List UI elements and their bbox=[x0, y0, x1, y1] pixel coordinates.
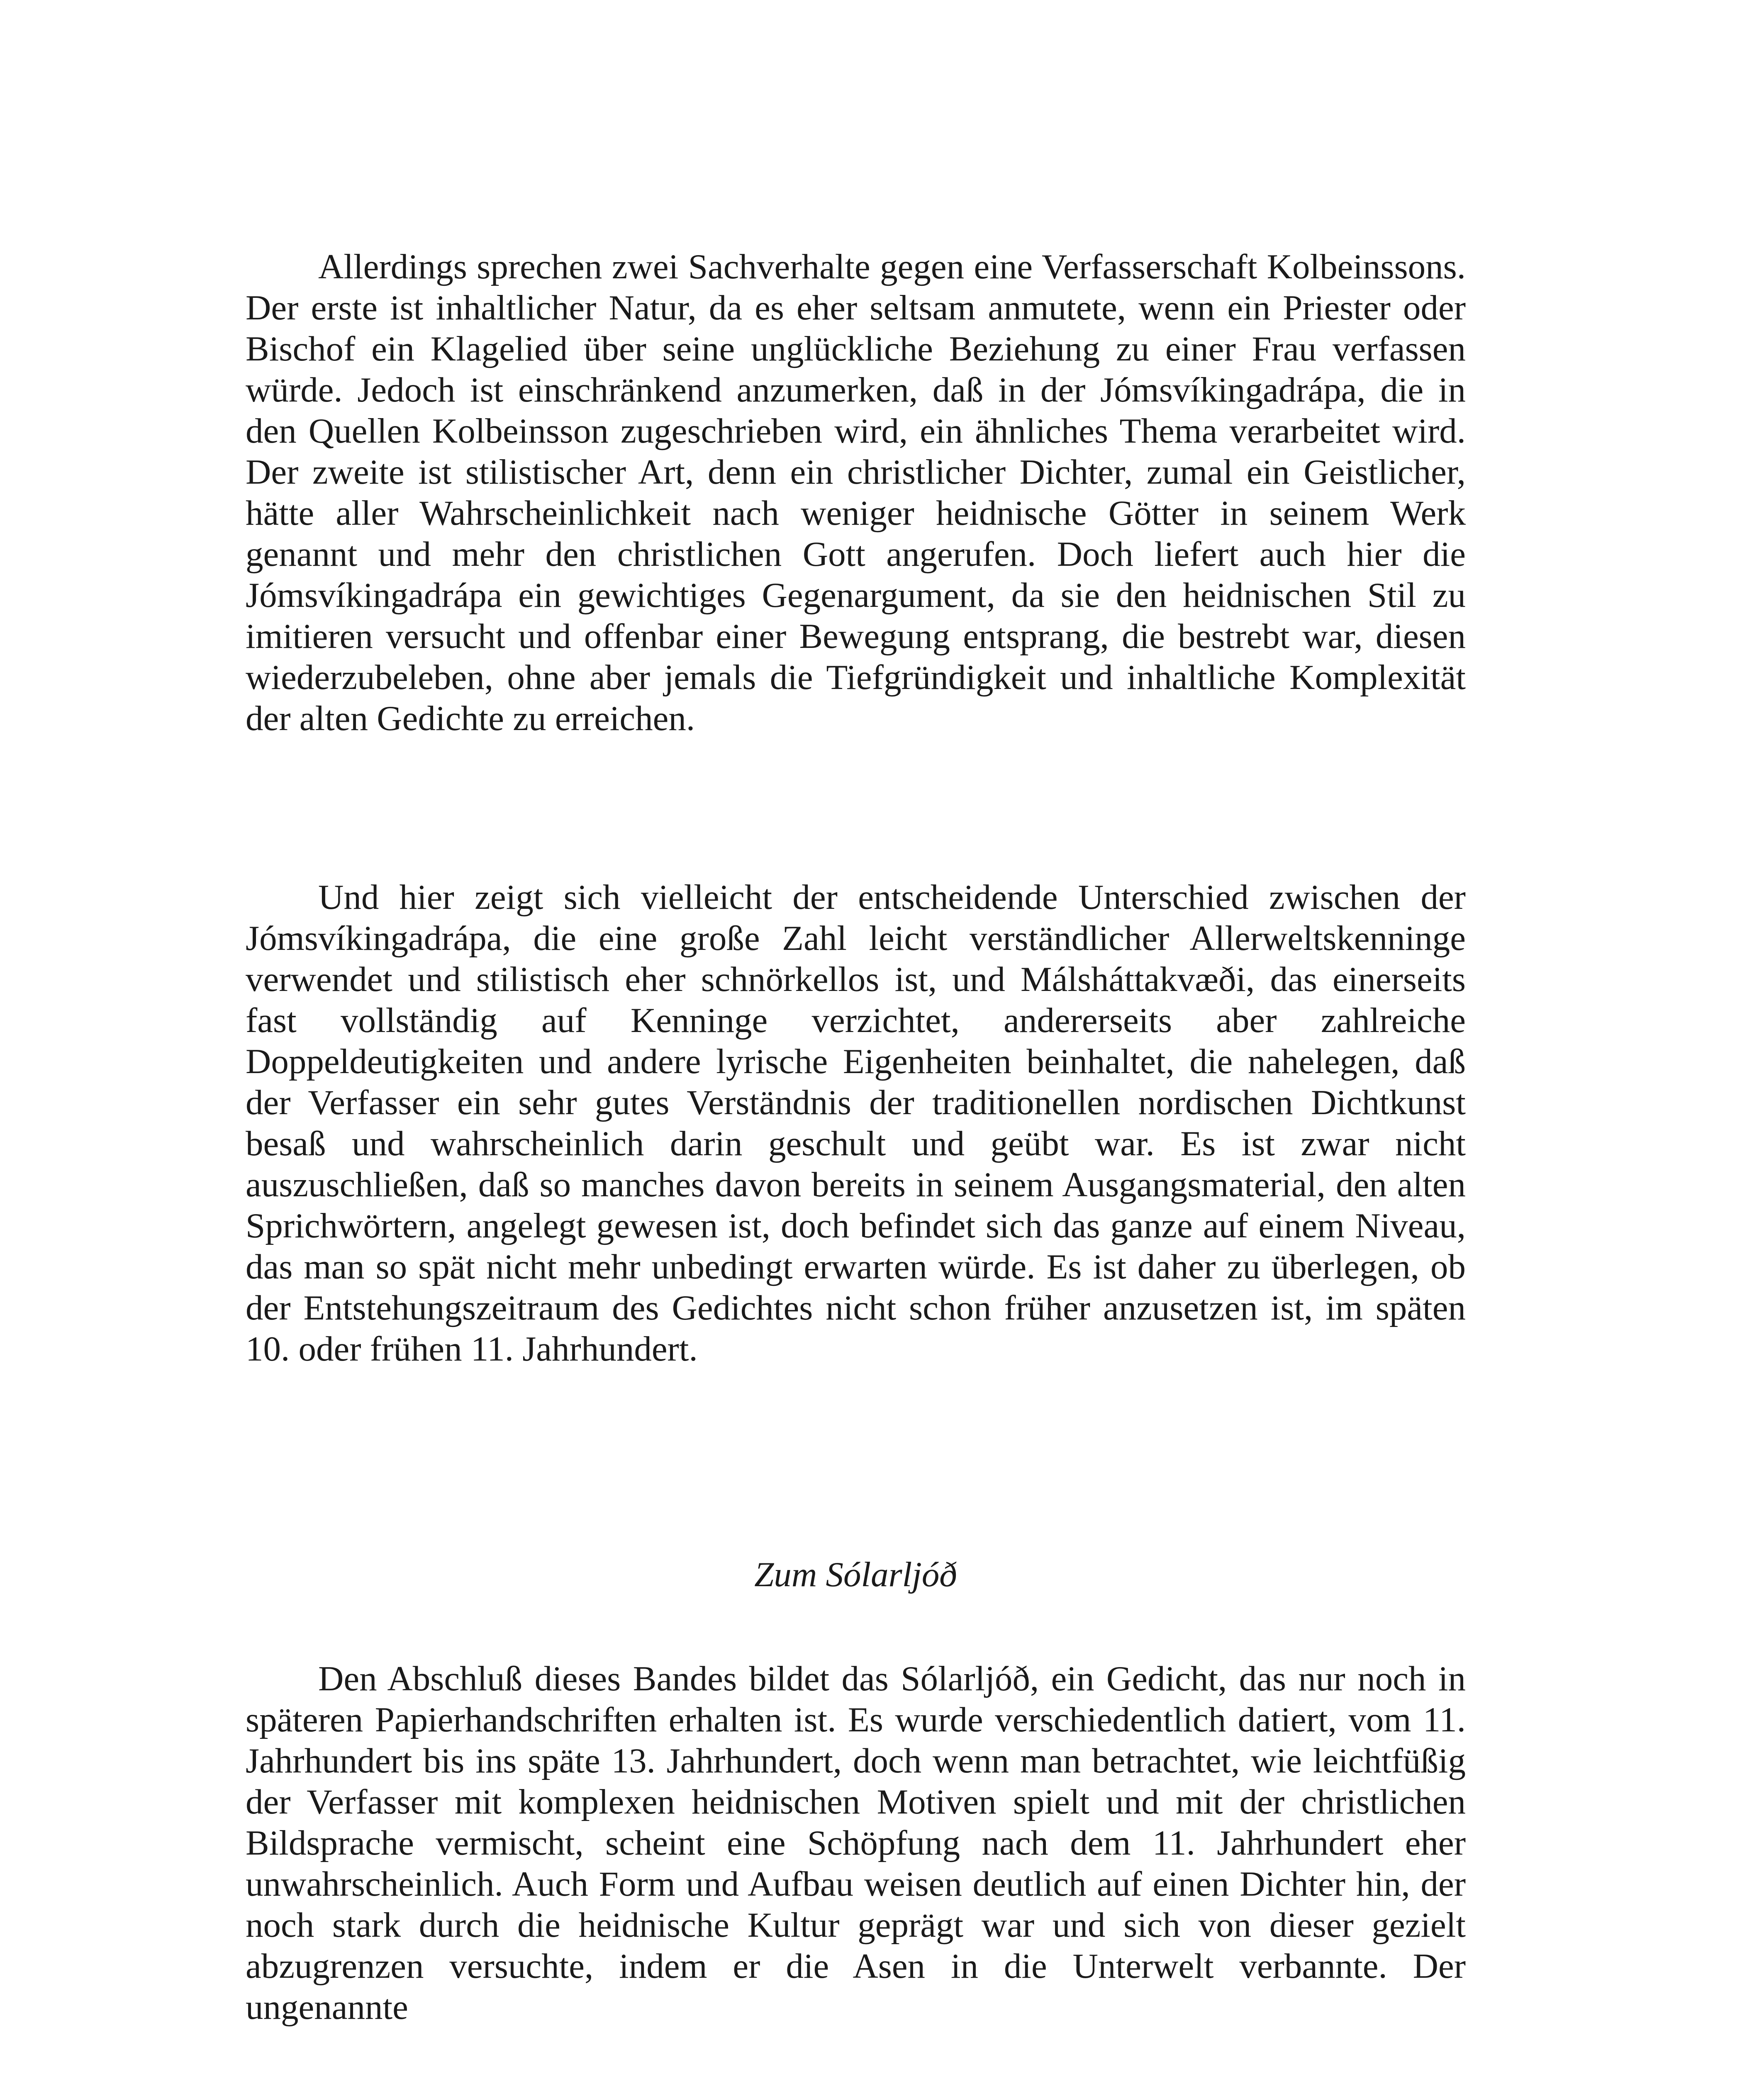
body-paragraph-3: Den Abschluß dieses Bandes bildet das Sólarljóð, ein Gedicht, das nur noch in späteren Papierhandschriften erhalten ist. Es wurde verschiedentlich datiert, vom 11. Jahrhundert bis ins späte 13. Jahrhundert, doch wenn man betrachtet, wie leichtfüßig der Verfasser mit komplexen heidnischen Motiven spielt und mit der christlichen Bildsprache vermischt, scheint eine Schöpfung nach dem 11. Jahrhundert eher unwahrscheinlich. Auch Form und Aufbau weisen deutlich auf einen Dichter hin, der noch stark durch die heidnische Kultur geprägt war und sich von dieser gezielt abzugrenzen versuchte, indem er die Asen in die Unterwelt verbannte. Der ungenannte bbox=[246, 1659, 1466, 2027]
section-heading: Zum Sólarljóð bbox=[754, 1555, 957, 1594]
body-paragraph-1: Allerdings sprechen zwei Sachverhalte gegen eine Verfasserschaft Kolbeinssons. Der erste ist inhaltlicher Natur, da es eher seltsam anmutete, wenn ein Priester oder Bischof ein Klagelied über seine unglückliche Beziehung zu einer Frau verfassen würde. Jedoch ist einschränkend anzumerken, daß in der Jómsvíkingadrápa, die in den Quellen Kolbeinsson zugeschrieben wird, ein ähnliches Thema verarbeitet wird. Der zweite ist stilistischer Art, denn ein christlicher Dichter, zumal ein Geistlicher, hätte aller Wahrscheinlichkeit nach weniger heidnische Götter in seinem Werk genannt und mehr den christlichen Gott angerufen. Doch liefert auch hier die Jómsvíkingadrápa ein gewichtiges Gegenargument, da sie den heidnischen Stil zu imitieren versucht und offenbar einer Bewegung entsprang, die bestrebt war, diesen wiederzubeleben, ohne aber jemals die Tiefgründigkeit und inhaltliche Komplexität der alten Gedichte zu erreichen. bbox=[246, 247, 1466, 738]
body-paragraph-2: Und hier zeigt sich vielleicht der entscheidende Unterschied zwischen der Jómsvíkingadrápa, die eine große Zahl leicht verständlicher Allerweltskenninge verwendet und stilistisch eher schnörkellos ist, und Málsháttakvæði, das einerseits fast vollständig auf Kenninge verzichtet, andererseits aber zahlreiche Doppeldeutigkeiten und andere lyrische Eigenheiten beinhaltet, die nahelegen, daß der Verfasser ein sehr gutes Verständnis der traditionellen nordischen Dichtkunst besaß und wahrscheinlich darin geschult und geübt war. Es ist zwar nicht auszuschließen, daß so manches davon bereits in seinem Ausgangsmaterial, den alten Sprichwörtern, angelegt gewesen ist, doch befindet sich das ganze auf einem Niveau, das man so spät nicht mehr unbedingt erwarten würde. Es ist daher zu überlegen, ob der Entstehungszeitraum des Gedichtes nicht schon früher anzusetzen ist, im späten 10. oder frühen 11. Jahrhundert. bbox=[246, 878, 1466, 1368]
